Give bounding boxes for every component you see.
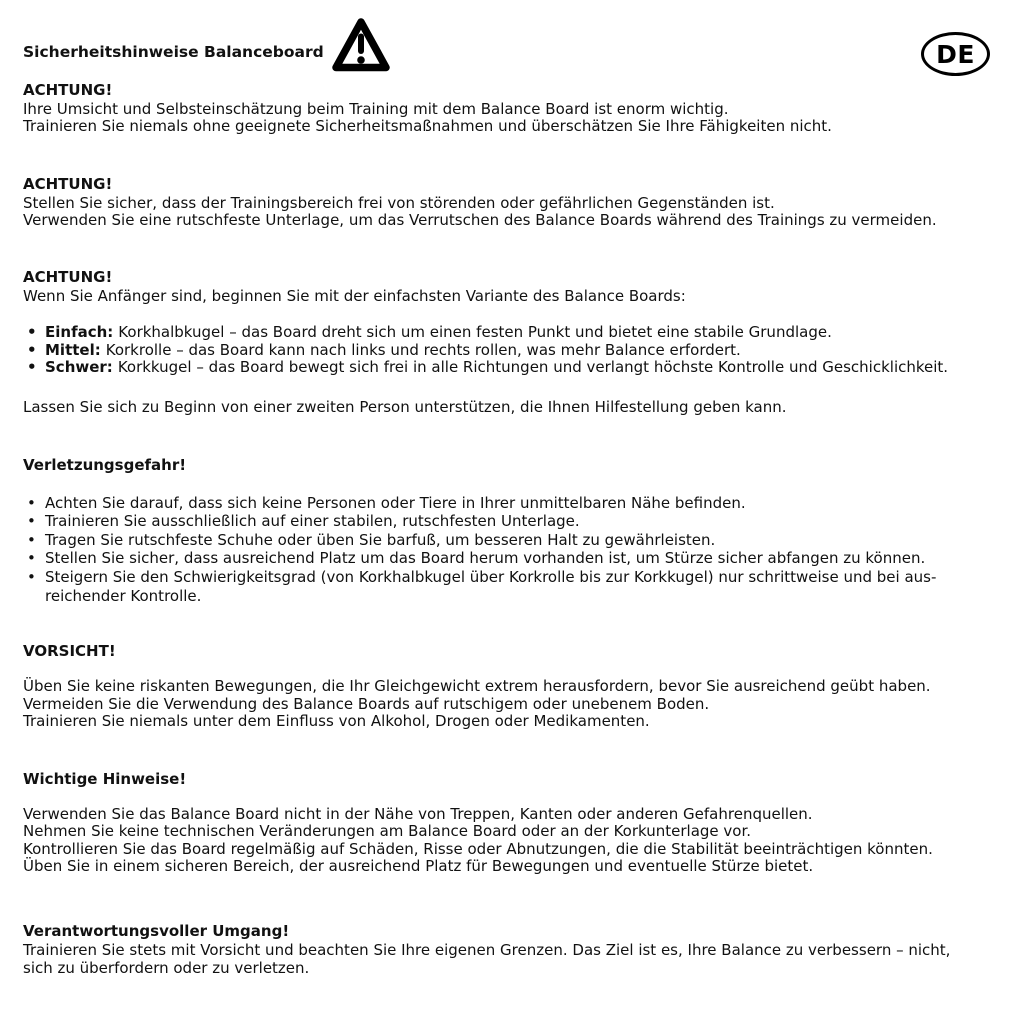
risk-list — [23, 494, 1011, 606]
list-item-text: Trainieren Sie ausschließlich auf einer stabilen, rutschfesten Unterlage. — [45, 512, 580, 531]
paragraph-line: Verwenden Sie eine rutschfeste Unterlage, um das Verrutschen des Balance Boards während des Trainings zu vermeiden. — [23, 210, 937, 229]
list-item — [23, 494, 1011, 513]
list-item — [23, 568, 1011, 605]
section-heading: Wichtige Hinweise! — [23, 770, 187, 789]
section-heading: ACHTUNG! — [23, 268, 113, 287]
section-wichtige-hinweise — [23, 771, 1011, 875]
level-label: Einfach: — [45, 323, 114, 342]
level-description: Korkrolle – das Board kann nach links und rechts rollen, was mehr Balance erfordert. — [105, 340, 741, 359]
language-badge-label: DE — [936, 39, 975, 69]
bullet-icon: • — [27, 340, 37, 359]
paragraph-line: sich zu überfordern oder zu verletzen. — [23, 958, 310, 977]
bullet-icon: • — [27, 530, 36, 549]
list-item — [23, 342, 1011, 359]
list-item-line: Steigern Sie den Schwierigkeitsgrad (von Korkhalbkugel über Korkrolle bis zur Korkkugel) nur schrittweise und bei aus- — [45, 568, 937, 587]
section-heading: Verletzungsgefahr! — [23, 455, 187, 474]
difficulty-level-list — [23, 324, 1011, 376]
document-body — [0, 82, 1029, 977]
section-paragraph — [23, 942, 1011, 977]
list-item-text: Tragen Sie rutschfeste Schuhe oder üben Sie barfuß, um besseren Halt zu gewährleisten. — [45, 530, 716, 549]
bullet-icon: • — [27, 549, 36, 568]
level-description: Korkhalbkugel – das Board dreht sich um einen festen Punkt und bietet eine stabile Grundlage. — [118, 323, 832, 342]
section-heading: Verantwortungsvoller Umgang! — [23, 922, 290, 941]
bullet-icon: • — [27, 568, 36, 587]
document-header — [0, 0, 1029, 78]
section-paragraph — [23, 678, 1011, 730]
section-heading: ACHTUNG! — [23, 81, 113, 99]
section-verletzungsgefahr — [23, 457, 1011, 606]
section-achtung-2 — [23, 176, 1011, 230]
paragraph-line: Trainieren Sie niemals unter dem Einfluss von Alkohol, Drogen oder Medikamenten. — [23, 711, 650, 730]
list-item-text — [45, 342, 741, 359]
paragraph-line: Üben Sie keine riskanten Bewegungen, die Ihr Gleichgewicht extrem herausfordern, bevor Sie ausreichend geübt haben. — [23, 677, 931, 696]
paragraph-line: Verwenden Sie das Balance Board nicht in der Nähe von Treppen, Kanten oder anderen Gefahrenquellen. — [23, 805, 813, 824]
section-heading: VORSICHT! — [23, 642, 116, 661]
paragraph-line: Nehmen Sie keine technischen Veränderungen am Balance Board oder an der Korkunterlage vor. — [23, 822, 752, 841]
list-item-text: Achten Sie darauf, dass sich keine Personen oder Tiere in Ihrer unmittelbaren Nähe befinden. — [45, 493, 746, 512]
list-item — [23, 324, 1011, 341]
bullet-icon: • — [27, 323, 37, 342]
paragraph-line: Wenn Sie Anfänger sind, beginnen Sie mit der einfachsten Variante des Balance Boards: — [23, 287, 686, 306]
page-title: Sicherheitshinweise Balanceboard — [23, 43, 324, 61]
paragraph-line: Üben Sie in einem sicheren Bereich, der ausreichend Platz für Bewegungen und eventuelle Stürze bietet. — [23, 857, 814, 876]
list-item-text — [45, 324, 832, 341]
list-item — [23, 531, 1011, 550]
paragraph-line: Stellen Sie sicher, dass der Trainingsbereich frei von störenden oder gefährlichen Gegenständen ist. — [23, 193, 775, 212]
level-label: Mittel: — [45, 340, 101, 359]
section-achtung-3 — [23, 269, 1011, 416]
section-paragraph — [23, 288, 1011, 305]
section-vorsicht — [23, 643, 1011, 730]
section-achtung-1 — [23, 82, 1011, 136]
list-item — [23, 359, 1011, 376]
paragraph-line: Kontrollieren Sie das Board regelmäßig auf Schäden, Risse oder Abnutzungen, die die Stabilität beeinträchtigen könnten. — [23, 839, 933, 858]
list-item-line: reichender Kontrolle. — [45, 586, 202, 605]
paragraph-line: Ihre Umsicht und Selbsteinschätzung beim Training mit dem Balance Board ist enorm wichtig. — [23, 100, 729, 118]
list-item — [23, 512, 1011, 531]
paragraph-line: Trainieren Sie niemals ohne geeignete Sicherheitsmaßnahmen und überschätzen Sie Ihre Fähigkeiten nicht. — [23, 117, 832, 136]
bullet-icon: • — [27, 493, 36, 512]
section-paragraph — [23, 806, 1011, 875]
paragraph-line: Trainieren Sie stets mit Vorsicht und beachten Sie Ihre eigenen Grenzen. Das Ziel ist es, Ihre Balance zu verbessern – nicht, — [23, 941, 951, 960]
warning-triangle-icon — [330, 15, 392, 80]
section-verantwortungsvoller-umgang — [23, 923, 1011, 977]
section-heading: ACHTUNG! — [23, 174, 113, 193]
list-item-text — [45, 359, 948, 376]
section-paragraph — [23, 195, 1011, 230]
list-item — [23, 549, 1011, 568]
list-item-text — [45, 568, 936, 605]
level-description: Korkkugel – das Board bewegt sich frei in alle Richtungen und verlangt höchste Kontrolle und Geschicklichkeit. — [117, 358, 949, 377]
list-item-text: Stellen Sie sicher, dass ausreichend Platz um das Board herum vorhanden ist, um Stürze sicher abfangen zu können. — [45, 549, 926, 568]
paragraph-line: Vermeiden Sie die Verwendung des Balance Boards auf rutschigem oder unebenem Boden. — [23, 694, 710, 713]
bullet-icon: • — [27, 512, 36, 531]
level-label: Schwer: — [45, 358, 113, 377]
bullet-icon: • — [27, 358, 37, 377]
language-badge — [921, 32, 990, 76]
section-outro: Lassen Sie sich zu Beginn von einer zweiten Person unterstützen, die Ihnen Hilfestellung geben kann. — [23, 398, 787, 417]
section-paragraph — [23, 101, 1011, 136]
